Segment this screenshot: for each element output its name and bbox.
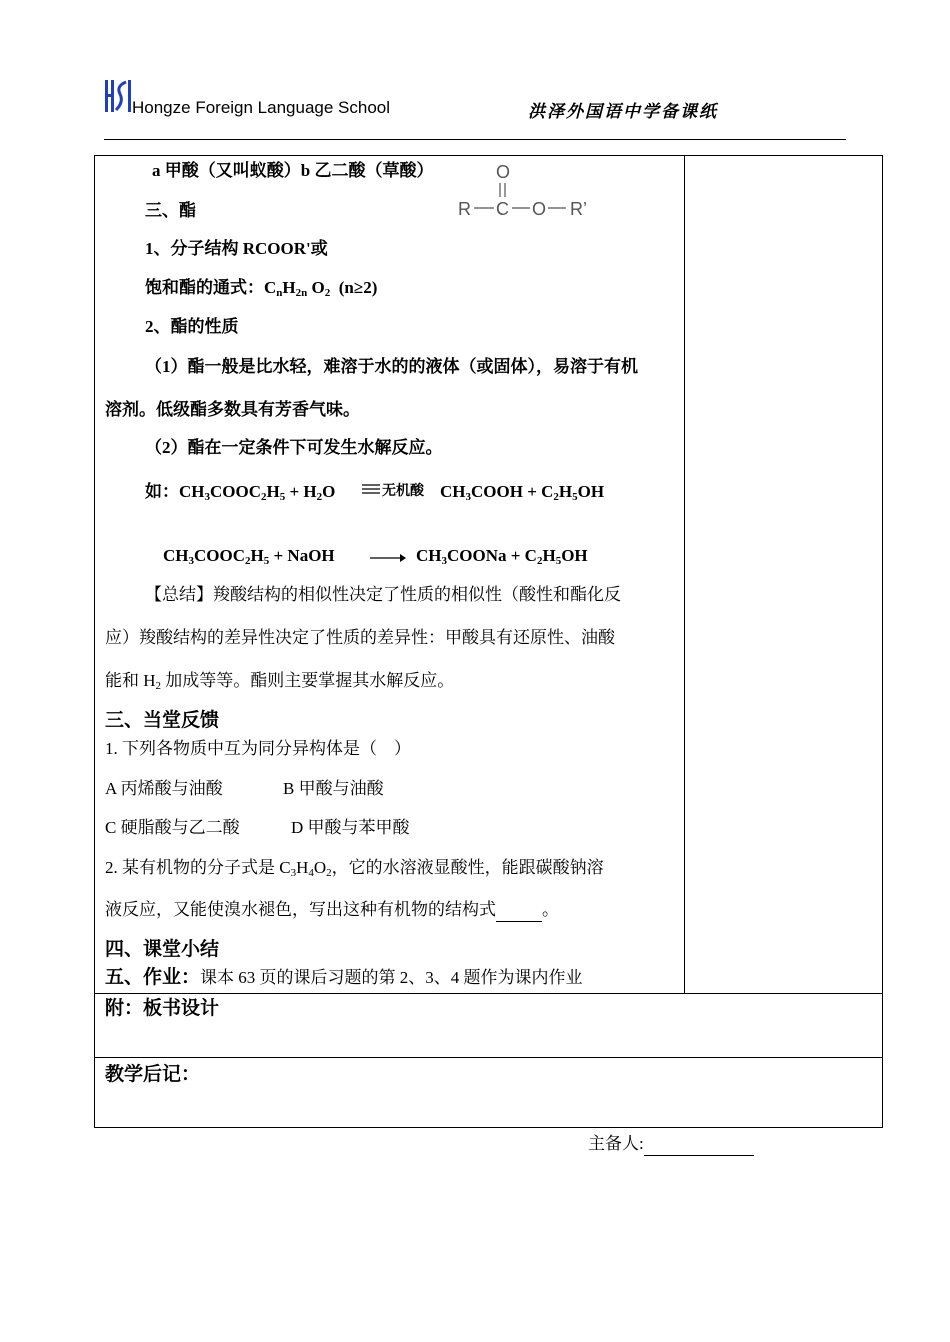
structure-r-prime: R’ [570,199,587,219]
molecular-structure: 1、分子结构 RCOOR'或 [145,239,328,258]
reaction-arrow [370,550,406,566]
properties-title: 2、酯的性质 [145,317,239,336]
question-1-option-d: D 甲酸与苯甲酸 [291,818,410,837]
summary-line3: 能和 $H_2$ 加成等等。酯则主要掌握其水解反应。 [105,671,455,692]
equation-1-lhs: 如：$CH_3COOC_2H_5 + H_2O$ [145,482,336,503]
catalyst-label: 无机酸 [382,484,424,499]
blackboard-design-label: 附：板书设计 [105,998,220,1019]
header-rule [104,139,846,140]
structure-oxygen: O [532,199,547,219]
ester-structure-diagram [458,161,608,221]
question-1-option-a: A 丙烯酸与油酸 [105,779,223,798]
property-2: （2）酯在一定条件下可发生水解反应。 [145,438,443,457]
school-name-en: Hongze Foreign Language School [132,98,391,117]
teaching-notes-label: 教学后记： [105,1064,201,1085]
structure-c: C [496,199,509,219]
table-column-divider [684,155,685,994]
table-row-divider [94,1057,883,1058]
property-1-line2: 溶剂。低级酯多数具有芳香气味。 [105,400,360,419]
question-1: 1. 下列各物质中互为同分异构体是（ ） [105,739,411,758]
acids-line: a 甲酸（又叫蚁酸）b 乙二酸（草酸） [152,161,434,180]
feedback-title: 三、当堂反馈 [105,710,220,731]
preparer: 主备人: [588,1133,754,1156]
equation-2-rhs: $CH_3COONa + C_2H_5OH$ [416,546,588,567]
section-ester-title: 三、酯 [145,201,196,220]
equilibrium-arrow [360,481,440,501]
question-2-line2: 液反应，又能使溴水褪色，写出这种有机物的结构式 。 [105,899,559,922]
general-formula: 饱和酯的通式：$C_nH_{2n}$ $O_2$ (n≥2) [145,278,378,299]
table-row-divider [94,993,883,994]
equation-2-lhs: $CH_3COOC_2H_5$ + NaOH [163,546,335,567]
question-2-line1: 2. 某有机物的分子式是 $C_3H_4O_2$，它的水溶液显酸性，能跟碳酸钠溶 [105,858,604,879]
summary-line1: 【总结】羧酸结构的相似性决定了性质的相似性（酸性和酯化反 [145,585,621,604]
class-summary-title: 四、课堂小结 [105,939,220,960]
school-name-cn: 洪泽外国语中学备课纸 [528,102,718,121]
question-1-option-c: C 硬脂酸与乙二酸 [105,818,240,837]
property-1-line1: （1）酯一般是比水轻，难溶于水的的液体（或固体），易溶于有机 [145,357,638,376]
structure-r: R [458,199,471,219]
summary-line2: 应）羧酸结构的差异性决定了性质的差异性：甲酸具有还原性、油酸 [105,628,615,647]
structure-oxygen-top: O [496,162,511,182]
equation-1-rhs: $CH_3COOH + C_2H_5OH$ [440,482,605,503]
homework: 五、作业：课本 63 页的课后习题的第 2、3、4 题作为课内作业 [105,967,583,988]
school-logo [104,78,134,114]
question-1-option-b: B 甲酸与油酸 [283,779,384,798]
